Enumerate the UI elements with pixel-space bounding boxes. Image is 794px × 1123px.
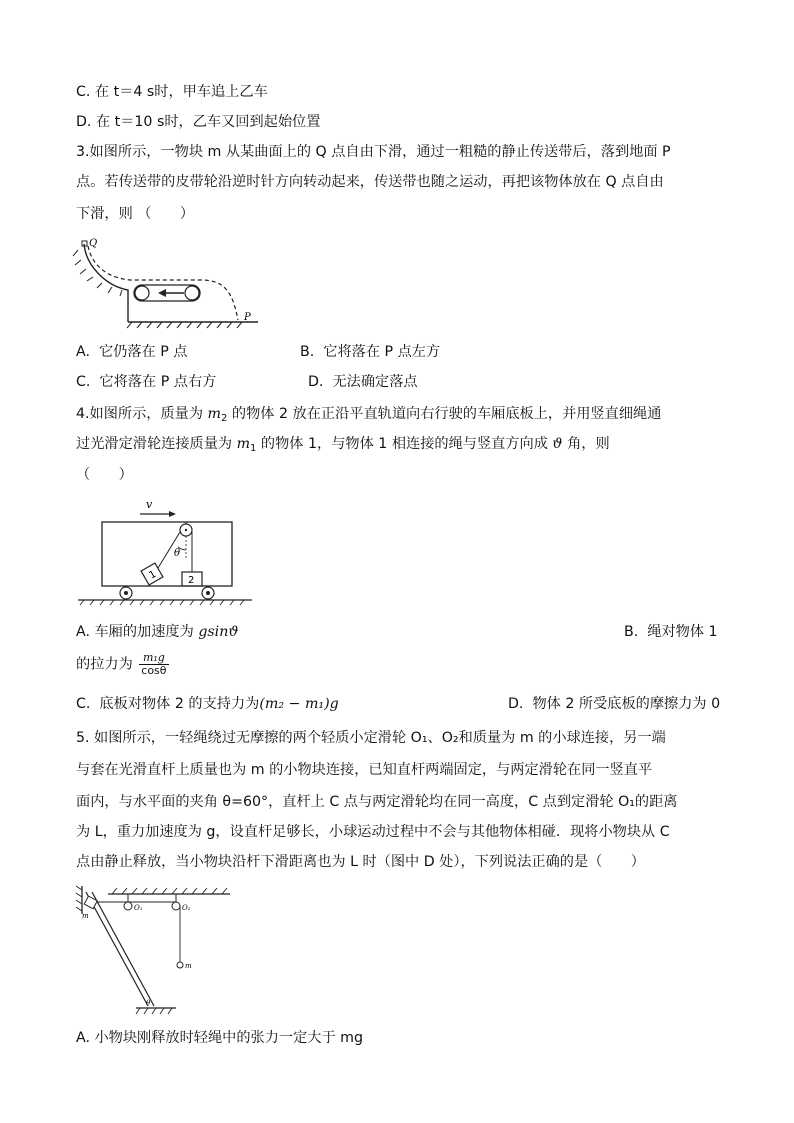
ground-hatching xyxy=(127,322,242,328)
q4-option-b: B. 绳对物体 1 xyxy=(624,624,718,640)
q5-pulley-figure xyxy=(72,884,232,1016)
q4-option-b-continued: 的拉力为 $\frac{\text{m₁g}}{\cos\theta}$ xyxy=(76,651,167,677)
right-pulley xyxy=(185,286,199,300)
q3-stem-line-1: 3.如图所示，一物块 m 从某曲面上的 Q 点自由下滑，通过一粗糙的静止传送带后，落到地面 P xyxy=(76,144,671,160)
q4-option-d: D. 物体 2 所受底板的摩擦力为 0 xyxy=(508,696,721,712)
label-o1: O₁ xyxy=(134,904,143,912)
q3-option-b: B. 它将落在 P 点左方 xyxy=(300,344,441,360)
arrow-head-icon xyxy=(158,289,166,297)
q5-stem-line-3: 面内，与水平面的夹角 θ=60°，直杆上 C 点与两定滑轮均在同一高度，C 点到定滑轮 O₁的距离 xyxy=(76,794,678,810)
ceiling-hatching xyxy=(112,888,227,894)
q3-conveyor-figure xyxy=(72,236,272,332)
rod-edge-right xyxy=(92,892,154,1006)
label-q: Q xyxy=(89,238,98,249)
block-1-label: 1 xyxy=(147,568,159,582)
q3-stem-line-3: 下滑，则 （ ） xyxy=(76,206,195,222)
q5-stem-line-2: 与套在光滑直杆上质量也为 m 的小物块连接，已知直杆两端固定，与两定滑轮在同一竖直平 xyxy=(76,762,653,778)
label-v: v xyxy=(146,498,153,511)
q2-option-c: C. 在 t＝4 s时，甲车追上乙车 xyxy=(76,84,268,100)
pulley-o2 xyxy=(172,902,180,910)
ball xyxy=(177,962,183,968)
q3-option-c: C. 它将落在 P 点右方 xyxy=(76,374,217,390)
floor-hatching xyxy=(136,1008,172,1014)
label-theta: θ xyxy=(174,548,181,559)
block-1 xyxy=(141,563,163,585)
q5-stem-line-1: 5. 如图所示，一轻绳绕过无摩擦的两个轻质小定滑轮 O₁、O₂和质量为 m 的小球连接，另一端 xyxy=(76,730,666,746)
left-wheel-hub xyxy=(124,591,128,595)
q4-carriage-figure xyxy=(76,494,256,606)
q5-stem-line-5: 点由静止释放，当小物块沿杆下滑距离也为 L 时（图中 D 处），下列说法正确的是（ ） xyxy=(76,854,645,870)
q4-option-c: C. 底板对物体 2 的支持力为(m₂ − m₁)g xyxy=(76,696,339,712)
q3-stem-line-2: 点。若传送带的皮带轮沿逆时针方向转动起来，传送带也随之运动，再把该物体放在 Q 点自由 xyxy=(76,174,664,190)
q3-option-a: A. 它仍落在 P 点 xyxy=(76,344,188,360)
track-hatching xyxy=(80,600,244,605)
label-ball-m: m xyxy=(185,962,192,970)
right-wheel-hub xyxy=(206,591,210,595)
label-block-m: m xyxy=(82,912,89,920)
q2-option-d: D. 在 t＝10 s时，乙车又回到起始位置 xyxy=(76,114,321,130)
q4-stem-line-3: （ ） xyxy=(76,467,133,483)
label-o2: O₂ xyxy=(182,904,191,912)
block-2-label: 2 xyxy=(188,575,195,586)
q4-stem-line-2: 过光滑定滑轮连接质量为 $m_1$ 的物体 1，与物体 1 相连接的绳与竖直方向成 ϑ 角，则 xyxy=(76,436,610,454)
label-theta: θ xyxy=(146,999,151,1007)
q5-option-a: A. 小物块刚释放时轻绳中的张力一定大于 mg xyxy=(76,1030,364,1046)
q4-option-a: A. 车厢的加速度为 gsinϑ xyxy=(76,624,239,640)
q5-stem-line-4: 为 L，重力加速度为 g，设直杆足够长，小球运动过程中不会与其他物体相碰．现将小物块从 C xyxy=(76,824,670,840)
q4-stem-line-1: 4.如图所示，质量为 $m_2$ 的物体 2 放在正沿平直轨道向右行驶的车厢底板上，并用竖直细绳通 xyxy=(76,406,662,424)
pulley-o1 xyxy=(124,902,132,910)
velocity-arrow-head-icon xyxy=(169,511,176,517)
q3-option-d: D. 无法确定落点 xyxy=(308,374,418,390)
pulley-axle xyxy=(185,529,187,531)
tension-fraction: $\frac{\text{m₁g}}{\cos\theta}$ xyxy=(141,651,167,677)
wall-hatching xyxy=(76,886,82,911)
label-p: P xyxy=(244,312,251,323)
left-pulley xyxy=(135,286,149,300)
